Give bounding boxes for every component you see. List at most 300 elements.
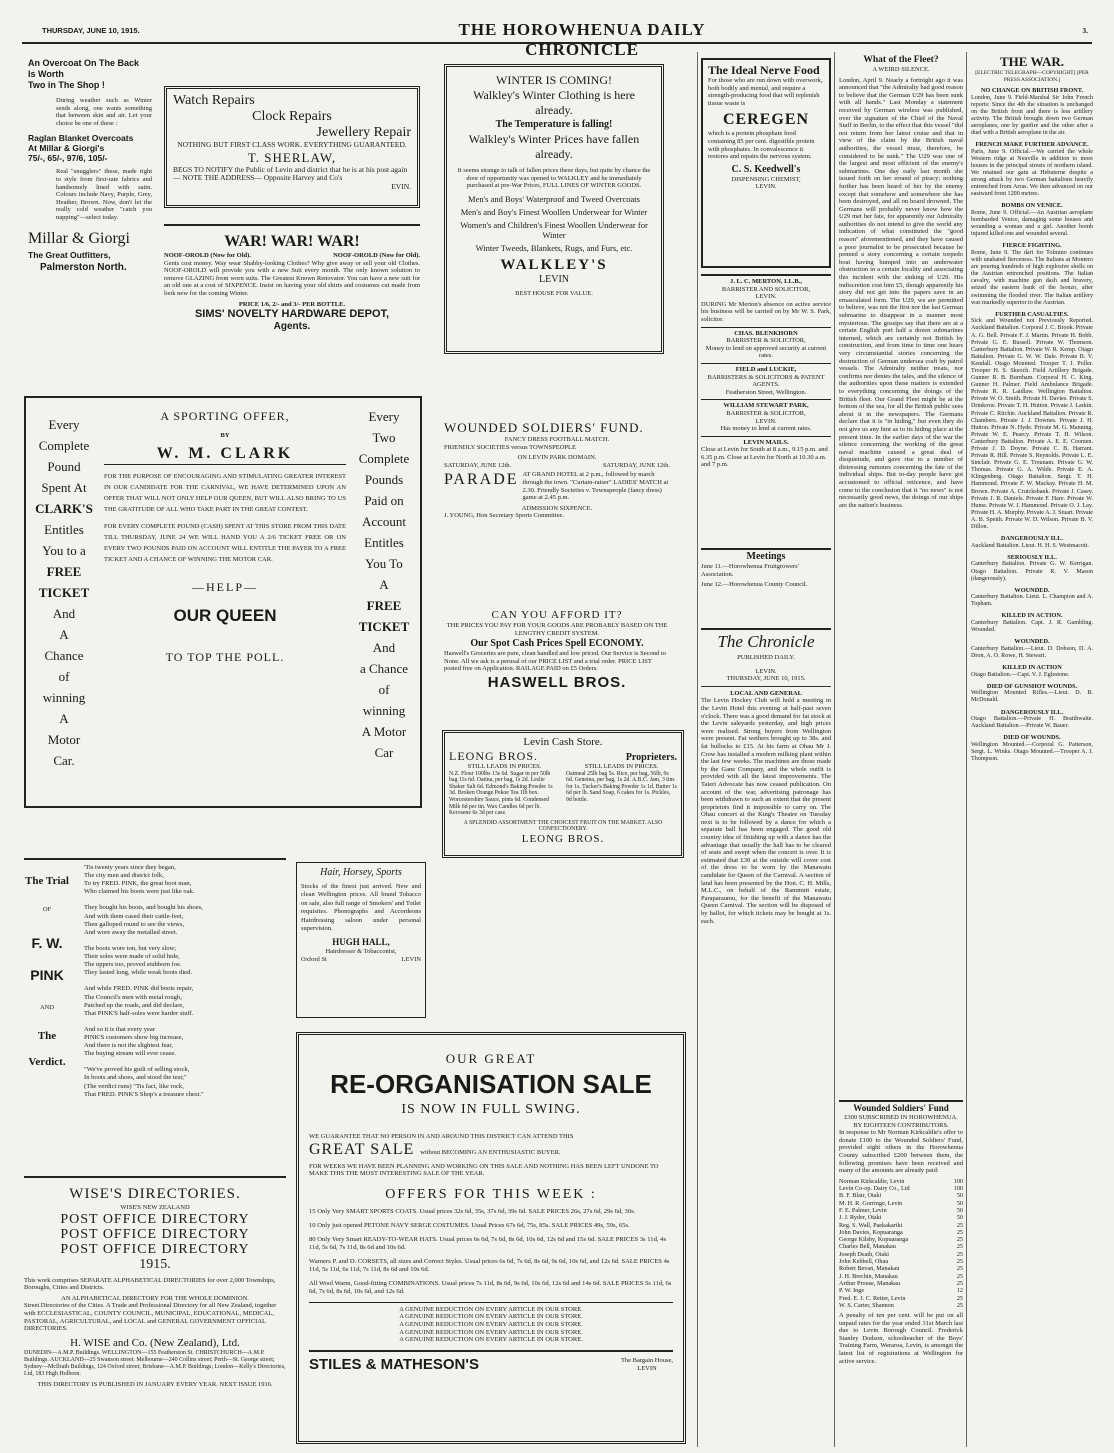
war-section-heading: FIERCE FIGHTING. (1002, 242, 1062, 250)
fund-amount: 25 (956, 1279, 963, 1287)
local-general-heading: LOCAL AND GENERAL (730, 689, 802, 697)
fund-donor: M. H. R. Gorringe, Levin (839, 1199, 903, 1207)
nerve-firm: C. S. Keedwell's (731, 163, 801, 175)
fund-donor: Charles Bell, Manakau (839, 1243, 896, 1251)
poem-line: In boots and shoes, and stood the test;" (84, 1074, 187, 1082)
wise-year: 1915. (139, 1256, 171, 1272)
sporting-left-word: CLARK'S (35, 501, 93, 516)
war-section-body: Rome, June 9. Official.—An Austrian aeroplane bombarded Venice, damaging some houses and wounding a woman and a girl. Another bomb injured killed one and wounded several. (971, 210, 1093, 238)
sporting-left-word: winning (42, 690, 86, 705)
war-section-heading: DIED OF GUNSHOT WOUNDS. (986, 682, 1078, 690)
war-col-1: NOOF-OROLD (Now for Old). (164, 252, 251, 259)
meeting-item: June 12.—Horowhenua County Council. (701, 581, 808, 589)
sporting-right-word: Pounds (364, 472, 404, 487)
sporting-left-word: TICKET (38, 585, 90, 600)
fund-amount: 25 (956, 1228, 963, 1236)
chronicle-column (701, 628, 831, 1448)
sale-reduction: A GENUINE REDUCTION ON EVERY ARTICLE IN OUR STORE. (399, 1336, 583, 1344)
lawyers (701, 274, 831, 544)
mails-body: Close at Levin for South at 8 a.m., 9.15 p.m. and 6.35 p.m. Close at Levin for North at 10.30 a.m. and 7 p.m. (701, 446, 828, 469)
fund-row (839, 1273, 963, 1280)
watch-line-1: Watch Repairs (173, 93, 255, 108)
nerve-town: LEVIN. (755, 183, 777, 191)
list-item: Winter Tweeds, Blankets, Rugs, and Furs, etc. (475, 242, 633, 253)
overcoat-prices: 75/-, 65/-, 97/6, 105/- (28, 153, 108, 164)
leong-proprietors: Proprieters. (625, 752, 677, 763)
walkley-name: WALKLEY'S (500, 256, 608, 273)
war-section-body: Wellington Mounted Rifles.—Lieut. D. B. McDonald. (971, 690, 1093, 704)
war-section-heading: KILLED IN ACTION. (1001, 612, 1063, 620)
poem-line (84, 937, 284, 945)
sale-our: OUR GREAT (445, 1051, 537, 1066)
pink-left-column (24, 874, 70, 1122)
war-section-body: London, June 9. Field-Marshal Sir John French reports: Since the 4th the situation is unchanged on the British front and there is less artillery activity. The British brought down two German aeroplanes, one by gunfire and the other after a duel with a British aeroplane in the air. (971, 94, 1093, 137)
lawyer-card (701, 327, 831, 360)
sale-without: without BECOMING AN ENTHUSIASTIC BUYER. (420, 1148, 561, 1156)
masthead (22, 18, 1092, 59)
war-section-body: Wellington Mounted.—Corporal G. Patterson, Sergt. L. Winks. Otago Mounted.—Trooper A. J. Thompson. (971, 741, 1093, 763)
wounded-parade: PARADE (444, 471, 519, 489)
lawyer-town: LEVIN. (755, 293, 777, 301)
lawyer-role: BARRISTER & SOLICITOR, (726, 409, 806, 417)
wise-heading: WISE'S DIRECTORIES. (69, 1186, 241, 1202)
fund-amount: 25 (956, 1294, 963, 1302)
wounded-heading: WOUNDED SOLDIERS' FUND. (444, 420, 644, 435)
sporting-center (104, 402, 346, 802)
walkley-h1: WINTER IS COMING! (496, 73, 612, 87)
fund-donor: John Davies, Kopuaranga (839, 1228, 903, 1236)
leong-name-2: LEONG BROS. (521, 832, 605, 845)
sporting-right-word: FREE (366, 598, 402, 613)
sporting-left-word: Pound (47, 459, 81, 474)
fund-row (839, 1258, 963, 1265)
overcoat-firm-sub: The Great Outfitters, (28, 249, 111, 260)
nerve-firm-sub: DISPENSING CHEMIST, (731, 175, 801, 183)
meetings-heading: Meetings (746, 551, 786, 562)
fund-donor: Robert Bevan, Manakau (839, 1265, 900, 1273)
fund-row (839, 1236, 963, 1243)
fund-amount: 25 (956, 1301, 963, 1309)
fund-amount: 25 (956, 1250, 963, 1258)
lawyer-town: LEVIN. (755, 417, 777, 425)
wounded-admission: ADMISSION SIXPENCE. (521, 504, 593, 512)
leong-bros-ad (442, 730, 684, 858)
sporting-right-word: You To (365, 556, 403, 571)
fund-row (839, 1178, 963, 1185)
poem-line (84, 1018, 284, 1026)
fund-row (839, 1287, 963, 1294)
column-rule (834, 52, 835, 1447)
sporting-left-word: FREE (46, 564, 82, 579)
sale-offers: OFFERS FOR THIS WEEK : (385, 1186, 597, 1202)
list-item: Men's and Boys' Waterproof and Tweed Overcoats (468, 193, 640, 204)
overcoat-headline-2: Is Worth (28, 69, 64, 79)
fund-heading: Wounded Soldiers' Fund (853, 1103, 949, 1113)
poem-line: Then galloped round to see the views, (84, 920, 185, 928)
overcoat-headline-3: Two in The Shop ! (28, 80, 105, 90)
hair-addr: Oxford St (301, 956, 327, 964)
meeting-item: June 11.—Horowhenua Fruitgrowers' Association. (701, 563, 799, 578)
walkley-items (455, 194, 653, 253)
war-section-heading: FURTHER CASUALTIES. (995, 310, 1069, 318)
haswell-ad (444, 608, 670, 720)
hair-body: Stocks of the finest just arrived. New and clean Wellington prices. All brand Tobacco on sale, also full range of Smokers' and Toilet requisites. Phonographs and Accordeons Hairdressing saloon under personal supervision. (301, 883, 421, 933)
wounded-teams: FRIENDLY SOCIETIES versus TOWNSPEOPLE (444, 443, 576, 451)
lawyer-role: BARRISTER & SOLICITOR, (726, 337, 806, 345)
war-section-body: Auckland Battalion. Lieut. H. H. S. Westmacott. (971, 542, 1089, 549)
lawyer-body: DURING Mr Merton's absence on active service his business will be carried on by Mr W. S. Park, solicitor. (701, 300, 831, 323)
sale-firm: STILES & MATHESON'S (309, 1355, 479, 1373)
masthead-title: THE HOROWHENUA DAILY CHRONICLE (458, 20, 706, 59)
poem-line: And there is not the slightest fear, (84, 1042, 173, 1050)
fund-sub-2: BY EIGHTEEN CONTRIBUTORS. (853, 1121, 949, 1129)
fund-row (839, 1295, 963, 1302)
lawyer-card (701, 274, 831, 324)
fund-donor: P. W. Inge (839, 1287, 865, 1295)
fund-amount: 100 (953, 1185, 963, 1193)
poem-line: And while FRED. PINK did boots repair, (84, 985, 194, 993)
leong-tag-2: STILL LEADS IN PRICES. (584, 763, 659, 770)
watch-town: EVIN. (391, 181, 411, 191)
fund-donor: Levin Co-op. Dairy Co., Ltd (839, 1185, 910, 1193)
poem-line (84, 896, 284, 904)
sporting-left-word: Entitles (44, 522, 84, 537)
sporting-offer-ad (24, 396, 422, 808)
walkley-town: LEVIN (539, 273, 569, 285)
chronicle-town: LEVIN. (755, 667, 777, 675)
watch-line-3: Jewellery Repair (316, 125, 411, 140)
lawyer-name: J. L. C. MERTON, LL.B., (729, 278, 803, 285)
hugh-hall-ad (296, 862, 426, 1018)
poem-line: They bought his boots, and bought his shoes, (84, 904, 203, 912)
poem-line: The uppers too, proved stubborn foe. (84, 961, 182, 969)
overcoat-town: Palmerston North. (40, 261, 127, 273)
war-section-body: Canterbury Battalion. Capt. J. R. Gambling. Wounded. (971, 620, 1093, 634)
sporting-name: W. M. CLARK (104, 444, 346, 465)
fund-donor: John Kebbell, Ohau (839, 1258, 889, 1266)
leong-name: LEONG BROS. (449, 749, 539, 763)
war-column-sub: [ELECTRIC TELEGRAPH—COPYRIGHT] [PER PRESS ASSOCIATION.] (975, 70, 1089, 83)
poem-line (84, 977, 284, 985)
war-section-body: Canterbury Battalion. Lieut. L. Champion and A. Topham. (971, 594, 1093, 608)
war-ad (164, 224, 420, 350)
sale-swing: IS NOW IN FULL SWING. (401, 1102, 581, 1117)
poem-line: The boots wore ton, but very slow; (84, 944, 177, 952)
overcoat-headline: An Overcoat On The Back (28, 58, 140, 68)
fund-amount: 25 (956, 1258, 963, 1266)
sporting-right-word: Account (361, 514, 407, 529)
war-section-body: Sick and Wounded not Previously Reported. Auckland Battalion. Corporal J. C. Brook. Private A. G. Bell. Private F. J. Martin. Private H. Bobb. Private G. E. Russell. Private W. Thomson. Canterbury Battalion. Private W. R. Kemp. Otago Battalion. Private G. W. W. Dale. Private B. V. Kendall. Otago Mounted. Trooper T. J. Poller. Trooper H. S. Skeoch. Field Artillery Brigade. Gunner R. B. Burnham. Corporal H. C. King. Gunner H. Palmer. Field Ambulance Brigade. Private R. R. Laidlaw. Wellington Battalion. Private W. O. Smith. Private H. Davies. Private S. Drinkrow. Private T. H. Hutton. Private J. Larkin. Private C. Ritchie. Auckland Battalion. Private R. Chambers. Private J. J. Downes. Private J. H. Hutton. Private N. Hyde. Private M. G. Manning. Private W. E. Pearcy. Private T. H. Wilson. Canterbury Battalion. Private A. E. E. Coomen. Private J. D. Doyne. Private C. B. Harrant. Private R. Hill. Private S. Reynolds. Private L. E. Sinclair. Private G. E. Trounam. Private G. W. Thomas. Private G. A. Wilde. Private E. A. Klingenberg. Otago Battalion. Sergt. T. H. Hammond. Private F. W. Mackay. Private H. M. Brown. Private A. Cruickshank. Private J. Casey. Private J. R. Daniels. Private F. Hare. Private W. Hume. Private W. J. Hammond. Private O. J. Lay. Private H. A. Murphy. Private A. J. Stuart. Private A. B. Speith. Private W. D. Wilson. Private B. V. Dillon. (971, 318, 1093, 531)
wise-pod: POST OFFICE DIRECTORY (60, 1241, 250, 1257)
fund-amount: 25 (956, 1243, 963, 1251)
sporting-left-word: Spent At (41, 480, 87, 495)
pink-line-5: AND (39, 1003, 55, 1011)
fund-sub: £300 SUBSCRIBED IN HOROWHENUA. (844, 1114, 958, 1121)
masthead-date: THURSDAY, JUNE 10, 1915. (42, 26, 140, 35)
nerve-body: For those who are run down with overwork, both bodily and mental, and require a strength-producing food that will replenish tissue waste is (708, 77, 823, 107)
fund-amount: 25 (956, 1272, 963, 1280)
list-item: Men's and Boy's Finest Woollen Underwear for Winter (460, 206, 648, 217)
walkley-h4: Walkley's Winter Prices have fallen already. (468, 132, 640, 161)
war-agents: Agents. (273, 321, 311, 333)
levin-mails (701, 436, 831, 469)
leong-prices-2: Oatmeal 25lb bag 5s. Rice, per bag, 56lb, 9s 6d. Geneina, per bag, 1s 2d. A.B.C. Jam, 3 tins for 1s. Tucker's Baking Powder 1s 1d. Butter 1s 6d per lb. Sand Soap, 6 cakes for 1s. Pickles, 9d bottle. (566, 770, 677, 803)
column-rule (697, 52, 698, 1447)
fund-row (839, 1302, 963, 1309)
fund-row (839, 1265, 963, 1272)
war-section-heading: WOUNDED. (1014, 586, 1050, 594)
fund-amount: 25 (956, 1236, 963, 1244)
wise-firm: H. WISE and Co. (New Zealand), Ltd. (70, 1336, 240, 1349)
haswell-body: THE PRICES YOU PAY FOR YOUR GOODS ARE PROBABLY BASED ON THE LENGTHY CREDIT SYSTEM. (446, 622, 668, 637)
war-section-body: Paris, June 9. Official.—We carried the whole Western ridge at Neuville in addition to more houses in the principal streets of northern island. We retained our gain at Hebuterne despite a strong attack by two German battalions heavily entrenched from Arras. We then advanced on our eastward front 1200 metres. (971, 148, 1093, 198)
sporting-right-word: A (379, 577, 389, 592)
wounded-date-1: SATURDAY, JUNE 12th. (444, 461, 512, 469)
sale-reduction: A GENUINE REDUCTION ON EVERY ARTICLE IN OUR STORE. (399, 1313, 583, 1321)
leong-heading: Levin Cash Store. (523, 736, 603, 748)
watch-notice: BEGS TO NOTIFY the Public of Levin and district that he is at his post again — NOTE THE ADDRESS— Opposite Harvey and Co's (173, 164, 408, 183)
sporting-left-word: Motor (47, 732, 81, 747)
sale-reduction: A GENUINE REDUCTION ON EVERY ARTICLE IN OUR STORE. (399, 1305, 583, 1313)
sporting-right-word: TICKET (358, 619, 410, 634)
nerve-product: CEREGEN (722, 111, 810, 129)
poem-line: PINK'S customers show big increase, (84, 1033, 184, 1041)
fleet-sub: A WEIRD SILENCE. (872, 66, 930, 73)
sale-items (309, 1208, 673, 1296)
fund-row (839, 1214, 963, 1221)
poem-line (84, 1058, 284, 1066)
fleet-article (839, 54, 963, 1054)
war-section-heading: BOMBS ON VENICE. (1001, 202, 1063, 210)
sale-item: All Wool Warm, Good-fitting COMBINATIONS. Usual prices 7s 11d, 8s 6d, 9s 6d, 10s 6d, 12s 6d and 14s 6d. SALE PRICES 5s 11d, 6s 6d, 7s 6d, 8s 6d, 10s 6d, and 12s 6d. (309, 1279, 672, 1295)
walkley-ad (444, 64, 664, 354)
war-section-heading: SERIOUSLY ILL. (1007, 553, 1057, 561)
fund-amount: 25 (956, 1221, 963, 1229)
war-body: Gents cost money. Way wear Shabby-looking Clothes? Why give away or sell your old Clothes. NOOF-OROLD will provide you with a new Suit every month. The only known solution to remove GLAZING from worn suits. The Greatest Known Renovator. You can have a new suit for an old one at a cost of SIXPENCE. Insist on having your old shirts and costumes cut made from look new for the coming Winter. (164, 259, 420, 297)
fund-row (839, 1207, 963, 1214)
sporting-left-word: Complete (38, 438, 90, 453)
sale-reductions (309, 1302, 673, 1344)
pink-line-7: Verdict. (28, 1056, 66, 1069)
sale-reduction: A GENUINE REDUCTION ON EVERY ARTICLE IN OUR STORE. (399, 1328, 583, 1336)
poem-line: And with them cased their cattle-feet, (84, 912, 184, 920)
poem-line: 'Tis twenty years since they began, (84, 864, 176, 871)
sale-bargain: The Bargain House, (620, 1357, 673, 1365)
sporting-left-word: A (59, 627, 69, 642)
wounded-fund-ad (444, 420, 670, 588)
wounded-date-2: SATURDAY, JUNE 12th. (602, 461, 670, 469)
fund-row (839, 1222, 963, 1229)
war-section-heading: WOUNDED. (1014, 638, 1050, 646)
sporting-right-word: winning (362, 703, 406, 718)
fund-donor: Joseph Death, Otaki (839, 1250, 890, 1258)
sporting-right-word: Car (374, 745, 394, 760)
poem-line: The city men and district folk, (84, 872, 164, 880)
watch-guarantee: NOTHING BUT FIRST CLASS WORK. EVERYTHING GUARANTEED. (177, 140, 407, 149)
hair-town: LEVIN (401, 956, 421, 964)
poem-line: That PINK'S half-soles were harder stuff. (84, 1009, 194, 1017)
wise-alpha: AN ALPHABETICAL DIRECTORY FOR THE WHOLE DOMINION. (61, 1294, 249, 1302)
hair-name: HUGH HALL, (332, 937, 390, 948)
chronicle-title: The Chronicle (717, 632, 815, 651)
overcoat-product: Raglan Blanket Overcoats (28, 133, 134, 144)
lawyer-role: BARRISTERS & SOLICITORS & PATENT AGENTS. (707, 373, 825, 389)
fleet-heading: What of the Fleet? (863, 55, 939, 65)
overcoat-ad (28, 58, 160, 348)
fund-row (839, 1251, 963, 1258)
pink-line-6: The (37, 1030, 57, 1043)
leong-foot: A SPLENDID ASSORTMENT THE CHOICEST FRUIT ON THE MARKET. ALSO CONFECTIONERY. (463, 819, 663, 833)
lawyer-body: Money to lend on approved security at current rates. (705, 344, 827, 360)
lawyer-name: FIELD and LUCKIE, (735, 365, 797, 373)
fund-donor: J. J. Ryder, Otaki (839, 1214, 882, 1222)
fund-amount: 25 (956, 1265, 963, 1273)
sale-headline: RE-ORGANISATION SALE (330, 1069, 652, 1099)
war-section-body: Rome, June 9. The dart for Tolmino continues with unabated fierceness. The Italians at Montero are pouring hundreds of high explosive shells on the Austrian entrenched positions. The Italian cavalry, with machine gun dash and bravery, seized the eastern bank of the Isonzo, after swimming the flooded river. The Italian artillery was markedly superior to the Austrian. (971, 249, 1093, 306)
sale-item: 15 Only Very SMART SPORTS COATS. Usual prices 32s 6d, 35s, 37s 6d, 39s 6d. SALE PRICES 26s, 27s 6d, 29s 6d, 30s. (309, 1207, 636, 1215)
pink-line-2: OF (42, 906, 52, 913)
watch-line-2: Clock Repairs (252, 109, 332, 124)
war-section-heading: DANGEROUSLY ILL. (1000, 535, 1064, 543)
fund-donor: Fred. E. J. C. Retter, Levin (839, 1294, 906, 1302)
sporting-left-word: Every (48, 417, 80, 432)
poem-line: Who claimed his boots were just like oak. (84, 888, 195, 896)
sporting-left-word: You to a (42, 543, 86, 558)
wise-foot: THIS DIRECTORY IS PUBLISHED IN JANUARY EVERY YEAR. NEXT ISSUE 1916. (37, 1380, 273, 1388)
war-depot: SIMS' NOVELTY HARDWARE DEPOT, (194, 308, 390, 321)
pink-line-3: F. W. (31, 934, 63, 951)
wise-sub: WISE'S NEW ZEALAND (120, 1204, 190, 1211)
haswell-heading-2: Our Spot Cash Prices Spell ECONOMY. (470, 638, 644, 650)
sporting-heading: A SPORTING OFFER, (160, 409, 290, 423)
war-section-heading: FRENCH MAKE FURTHER ADVANCE. (975, 141, 1089, 149)
haswell-name: HASWELL BROS. (487, 673, 627, 691)
overcoat-store: At Millar & Giorgi's (28, 143, 105, 154)
fund-row (839, 1192, 963, 1199)
war-section-heading: DANGEROUSLY ILL. (1000, 708, 1064, 716)
fund-amount: 50 (956, 1214, 963, 1222)
nerve-body-2: which is a protein phosphate food containing 85 per cent. digestible protein with phosphates. In convalescence it restores and repairs the nervous system. (708, 130, 815, 161)
wounded-sub: FANCY DRESS FOOTBALL MATCH. (504, 436, 610, 443)
fund-amount: 50 (956, 1192, 963, 1200)
fund-donor: Reg. S. Wall, Paekakariki (839, 1221, 903, 1229)
wounded-place: ON LEVIN PARK DOMAIN. (517, 454, 597, 462)
sale-town: LEVIN (637, 1364, 657, 1372)
leong-prices-1: N.Z. Flour 100lbs 13s 6d. Sugar in per 50lb bag 11s 6d. Oatina, per bag, 1s 2d. Leslie Shaker Salt 6d. Edmond's Baking Powder 1s 3d. Broken Orange Pekoe Tea 1lb box. Worcestershire Sauce, pints 6d. Condensed Milk 6d per tin. Wax Candles 6d per lb. Kerosene 6s 3d per case. (449, 770, 553, 817)
overcoat-body: During weather such as Winter sends along, one wants something that between skin and air. Let your choice be one of these : (56, 97, 152, 127)
poem-line: They lasted long, while weak boots died. (84, 969, 193, 977)
pink-line-1: The Trial (25, 875, 69, 887)
mails-heading: LEVIN MAILS. (743, 438, 789, 446)
local-general-body: The Levin Hockey Club will hold a meeting in the Levin Hotel this evening at half-past seven o'clock. There was a good demand for fat stock at the Levin saleyards yesterday, and high prices were realised. Strong buyers from Wellington were present. Fat wethers brought up to 38s. and fat bullocks to £15. At his farm at Ohau Mr J. Crow has installed a modern milking plant within the last few weeks. The machines are those made by the Gane Company, and the whole outfit is provided with all the latest improvements. The Taieri Advocate has now ceased publication. On account of the war, advertising patronage has been withdrawn to such an extent that the present proprietors find it impossible to carry on. The Ohau concert at the King's Theatre on Tuesday next is to be followed by a dance for which a separate ball has been engaged. The good old country idea of finishing up with a dance has the advantage that usually the hall has to be cleared of seats and swept when the concert is over. It is estimated that £30 at the outside will cover cost of the dress to be worn by the Manawatu candidate for Queen of the Carnival. A section of land has been presented by the Hon. C. H. Mills, M.L.C., on behalf of the Rammutt estate, Paraparaumu, for the benefit of the Manawatu Queen Carnival. The section will be disposed of by ballot, for which tickets may be bought at 1s. each. (701, 697, 831, 925)
wounded-secretary: J. YOUNG, Hon Secretary Sports Committee. (444, 512, 564, 520)
lawyer-card (701, 363, 831, 396)
masthead-page: 3. (1082, 26, 1088, 35)
lawyer-name: WILLIAM STEWART PARK, (723, 402, 809, 410)
hair-heading: Hair, Horsey, Sports (320, 867, 402, 878)
sporting-left-word: of (58, 669, 70, 684)
sporting-by: BY (220, 432, 230, 439)
wise-directories-ad (24, 1176, 286, 1448)
wounded-fund-article (839, 1100, 963, 1448)
war-section-body: Canterbury Battalion. Private G. W. Kerrigan. Otago Battalion. Private R. V. Mason (dangerously). (971, 561, 1093, 582)
haswell-body-2: Haswell's Groceries are pure, clean handled and low priced. Our Service is Second to None. All we ask is a perusal of our PRICE LIST and a trial order. PRICE LIST posted free on Application. RAILAGE PAID on £5 Orders. (444, 650, 666, 673)
fund-donor: W. S. Carter, Shannon (839, 1301, 894, 1309)
fund-donor: Arthur Prouse, Manakau (839, 1279, 901, 1287)
sporting-right-word: Paid on (364, 493, 404, 508)
poem-line: And so it is that every year (84, 1025, 156, 1033)
meetings (701, 548, 831, 624)
poem-line: To try FRED. PINK, the great boot man, (84, 880, 192, 888)
poem-line: That FRED. PINK'S Shop's a treasure chest." (84, 1090, 204, 1098)
sporting-top: TO TOP THE POLL. (165, 649, 285, 664)
pink-ad (24, 858, 286, 1120)
fund-donor: J. H. Brechin, Manakau (839, 1272, 898, 1280)
fund-row (839, 1200, 963, 1207)
nerve-food-ad (701, 58, 831, 268)
poem-line: The buying stream will ever cease. (84, 1050, 176, 1058)
wise-addresses: DUNEDIN—A.M.P. Buildings. WELLINGTON—155 Featherston St. CHRISTCHURCH—A.M.P. Buildings. AUCKLAND—25 Swanson street. Melbourne—240 Collins street; Perth—St. George street; Sydney—McIlrath Buildings, 124 Oxford street; Brisbane—A.M.P. Buildings; London—Kelly's Directories, Ltd, 183 High Holborn. (24, 1349, 286, 1377)
sporting-right-word: of (378, 682, 390, 697)
fund-row (839, 1243, 963, 1250)
fund-donor: George Kilsby, Kopuaranga (839, 1236, 909, 1244)
wise-pod: POST OFFICE DIRECTORY (60, 1211, 250, 1227)
sporting-left-word: A (59, 711, 69, 726)
war-section-heading: KILLED IN ACTION (1002, 664, 1062, 672)
sporting-body-1: FOR THE PURPOSE OF ENCOURAGING AND STIMULATING GREATER INTEREST IN OUR CANDIDATE FOR THE CARNIVAL, WE HAVE DETERMINED UPON AN OFFER THAT WILL NOT ONLY HELP OUR QUEEN, BUT WILL ALSO BRING TO US THE GRATITUDE OF ALL WHO TAKE PART IN THE GREAT CONTEST. (104, 472, 346, 513)
poem-line: The Council's men with metal rough, (84, 993, 182, 1001)
haswell-heading: CAN YOU AFFORD IT? (491, 609, 623, 621)
wise-body-2: Street Directories of the Cities. A Trade and Professional Directory for all New Zealand, together with ECCLESIASTICAL, COUNTY COUNCIL, MUNICIPAL, EDUCATIONAL, MEDICAL, PASTORAL, AGRICULTURAL, and LOCAL and GENERAL GOVERNMENT OFFICIAL DIRECTORIES. (24, 1302, 277, 1333)
sporting-right-word: And (372, 640, 396, 655)
fund-row (839, 1229, 963, 1236)
sporting-right-column (348, 408, 420, 788)
sale-item: 10 Only just opened PETONE NAVY SERGE COSTUMES. Usual Prices 67s 6d, 75s, 85s. SALE PRICES 49s, 59s, 65s. (309, 1221, 630, 1229)
walkley-h3: The Temperature is falling! (495, 119, 613, 130)
lawyer-town: Featherston Street, Wellington. (725, 388, 807, 396)
fund-body-2: A penalty of ten per cent. will be put on all unpaid rates for the year ended 31st March last due to Levin Borough Council. Frederick Stanley Dodson, schoolteacher of the Boys' Training Farm, Weraroa, Levin, is amongst the latest list of registrations at Wellington for active service. (839, 1312, 963, 1365)
sporting-right-word: Two (372, 430, 396, 445)
watch-repairs-ad (164, 86, 420, 208)
fund-amount: 50 (956, 1206, 963, 1214)
fund-body: In response to Mr Norman Kirkcaldie's offer to donate £100 to the Wounded Soldiers' Fund, provided eight others in the Horowhenua County subscribed £200 between them, the following promises have been received and many of the amounts are already paid: (839, 1129, 963, 1175)
wise-body: This work comprises SEPARATE ALPHABETICAL DIRECTORIES for over 2,000 Townships, Boroughs, Cities and Districts. (24, 1276, 276, 1292)
war-section-heading: NO CHANGE ON BRITISH FRONT. (980, 87, 1084, 94)
wise-pod: POST OFFICE DIRECTORY (60, 1226, 250, 1242)
sale-guarantee: WE GUARANTEE THAT NO PERSON IN AND AROUND THIS DISTRICT CAN ATTEND THIS (309, 1133, 574, 1140)
walkley-h2: Walkley's Winter Clothing is here already. (473, 88, 635, 117)
war-section-body: Otago Battalion.—Private H. Braithwaite. Auckland Battalion.—Private W. Bauer. (971, 716, 1093, 730)
fund-amount: 12 (956, 1287, 963, 1295)
sale-weeks: FOR WEEKS WE HAVE BEEN PLANNING AND WORKING ON THIS SALE AND NOTHING HAS BEEN LEFT UNDONE TO MAKE THIS THE MOST INTERESTING SALE OF THE YEAR. (309, 1162, 659, 1178)
hair-role: Hairdresser & Tobacconist, (325, 948, 397, 956)
pink-line-4: PINK (30, 966, 64, 983)
sporting-body-2: FOR EVERY COMPLETE POUND (CASH) SPENT AT THIS STORE FROM THIS DATE TILL THURSDAY, JUNE 24 WE WILL HAND YOU A 2/6 TICKET FREE OR ON EVERY TWO POUNDS PAID ON ACCOUNT WILL ENTITLE THE PAYER TO A FREE TICKET AND A CHANCE OF WINNING THE MOTOR CAR. (104, 522, 346, 563)
sporting-left-column (28, 416, 100, 776)
stiles-sale-ad (296, 1032, 686, 1444)
poem-line: And wore away the metalled street. (84, 928, 178, 936)
fund-donor: F. E. Palmer, Levin (839, 1206, 887, 1214)
walkley-body: It seems strange to talk of fallen prices these days, but quite by chance the door of opportunity was opened to WALKLEY and he immediately purchased at pre-War Prices, FULL LINES OF WINTER GOODS. (457, 167, 651, 190)
sale-item: 80 Only Very Smart READY-TO-WEAR HATS. Usual prices 6s 6d, 7s 6d, 8s 6d, 10s 6d, 12s 6d and 15s 6d. SALE PRICES 3s 11d, 4s 11d, 5s 6d, 7s 11d, 8s 6d and 10s 6d. (309, 1235, 667, 1251)
sporting-right-word: Complete (358, 451, 410, 466)
war-column-heading: THE WAR. (999, 54, 1065, 69)
war-sections (971, 87, 1093, 763)
sporting-right-word: a Chance (359, 661, 408, 676)
watch-name: T. SHERLAW, (247, 149, 337, 165)
war-price: PRICE 1/6, 2/- and 3/- PER BOTTLE. (238, 300, 346, 308)
fund-row (839, 1185, 963, 1192)
